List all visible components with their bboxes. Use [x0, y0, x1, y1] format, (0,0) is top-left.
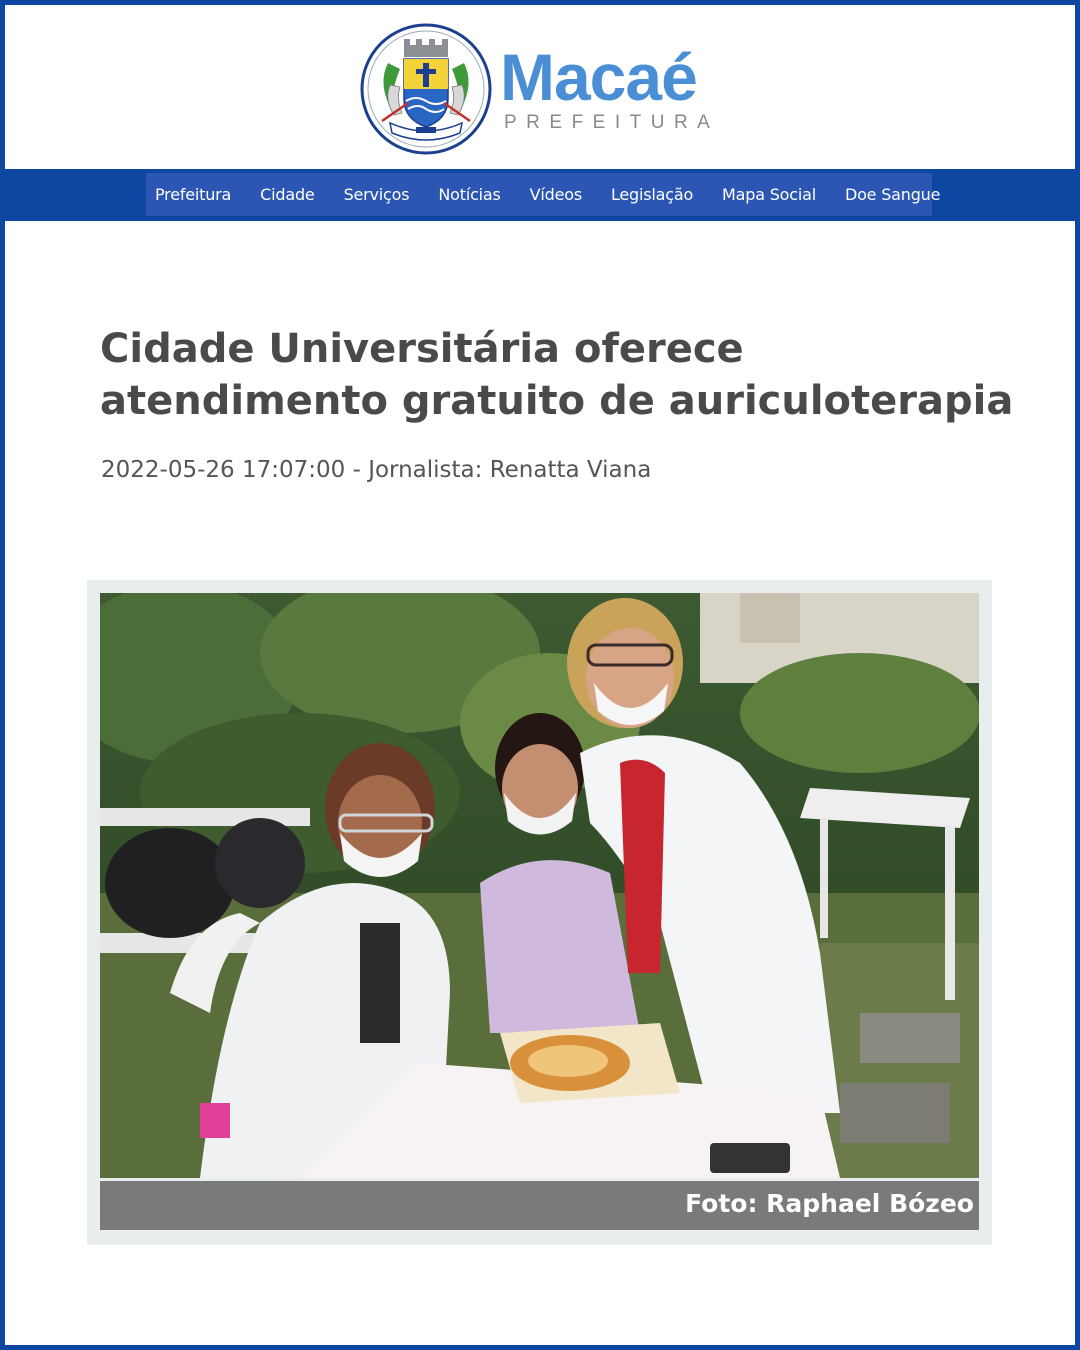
article-photo [100, 593, 979, 1178]
nav-item-legislacao[interactable]: Legislação [610, 185, 694, 204]
nav-item-cidade[interactable]: Cidade [260, 185, 315, 204]
brand-name: Macaé [500, 40, 697, 114]
article-title: Cidade Universitária oferece atendimento gratuito de auriculoterapia [100, 326, 1014, 424]
nav-item-doe-sangue[interactable]: Doe Sangue [844, 185, 941, 204]
site-header [5, 5, 1075, 169]
nav-menu [146, 173, 941, 216]
nav-item-mapa-social[interactable]: Mapa Social [722, 185, 816, 204]
article-meta: 2022-05-26 17:07:00 - Jornalista: Renatta Viana [101, 457, 652, 483]
article-photo-container [87, 580, 992, 1245]
macae-coat-of-arms-icon [360, 23, 492, 155]
nav-item-videos[interactable]: Vídeos [529, 185, 582, 204]
photo-caption: Foto: Raphael Bózeo [685, 1189, 974, 1218]
nav-item-prefeitura[interactable]: Prefeitura [155, 185, 232, 204]
site-logo[interactable] [360, 23, 719, 155]
photo-caption-bar [100, 1181, 979, 1230]
nav-item-servicos[interactable]: Serviços [343, 185, 410, 204]
brand-subtitle: PREFEITURA [504, 112, 720, 133]
photo-illustration [100, 593, 979, 1178]
page-frame [5, 5, 1075, 1345]
main-nav [5, 169, 1075, 221]
nav-item-noticias[interactable]: Notícias [438, 185, 501, 204]
